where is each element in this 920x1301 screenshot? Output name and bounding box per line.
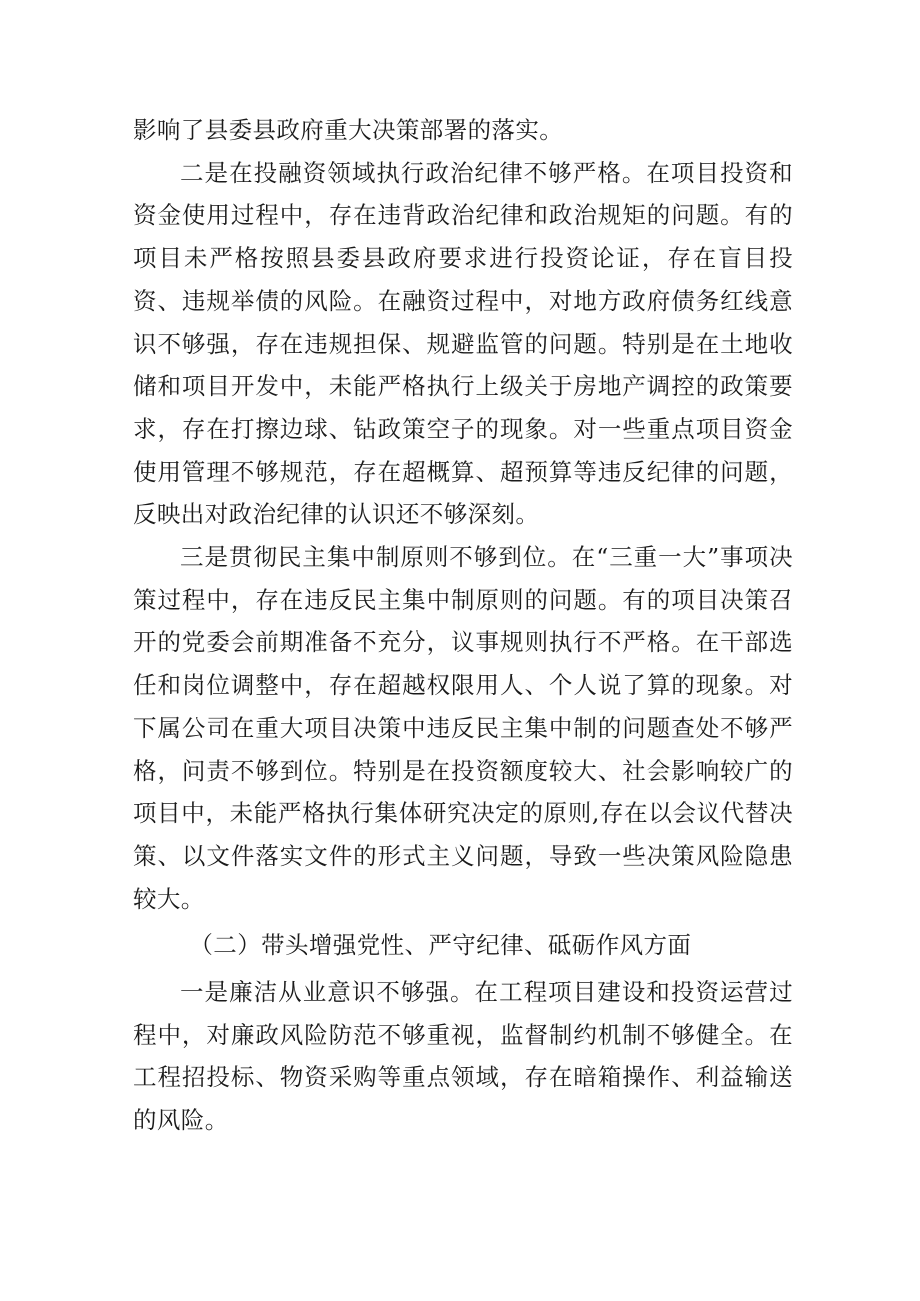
paragraph-investment-discipline: 二是在投融资领域执行政治纪律不够严格。在项目投资和资金使用过程中，存在违背政治纪律和政治规矩的问题。有的项目未严格按照县委县政府要求进行投资论证，存在盲目投资、违规举债的风险。在融资过程中，对地方政府债务红线意识不够强，存在违规担保、规避监管的问题。特别是在土地收储和项目开发中，未能严格执行上级关于房地产调控的政策要求，存在打擦边球、钻政策空子的现象。对一些重点项目资金使用管理不够规范，存在超概算、超预算等违反纪律的问题，反映出对政治纪律的认识还不够深刻。 [133,158,793,529]
document-body [133,109,793,1142]
paragraph-continuation: 影响了县委县政府重大决策部署的落实。 [133,116,564,144]
section-heading: （二）带头增强党性、严守纪律、砥砺作风方面 [189,931,692,960]
paragraph-democratic-centralism: 三是贯彻民主集中制原则不够到位。在“三重一大”事项决策过程中，存在违反民主集中制原则的问题。有的项目决策召开的党委会前期准备不充分，议事规则执行不严格。在干部选任和岗位调整中，存在超越权限用人、个人说了算的现象。对下属公司在重大项目决策中违反民主集中制的问题查处不够严格，问责不够到位。特别是在投资额度较大、社会影响较广的项目中，未能严格执行集体研究决定的原则,存在以会议代替决策、以文件落实文件的形式主义问题，导致一些决策风险隐患较大。 [133,543,793,913]
paragraph-integrity: 一是廉洁从业意识不够强。在工程项目建设和投资运营过程中，对廉政风险防范不够重视，监督制约机制不够健全。在工程招投标、物资采购等重点领域，存在暗箱操作、利益输送的风险。 [133,978,793,1135]
